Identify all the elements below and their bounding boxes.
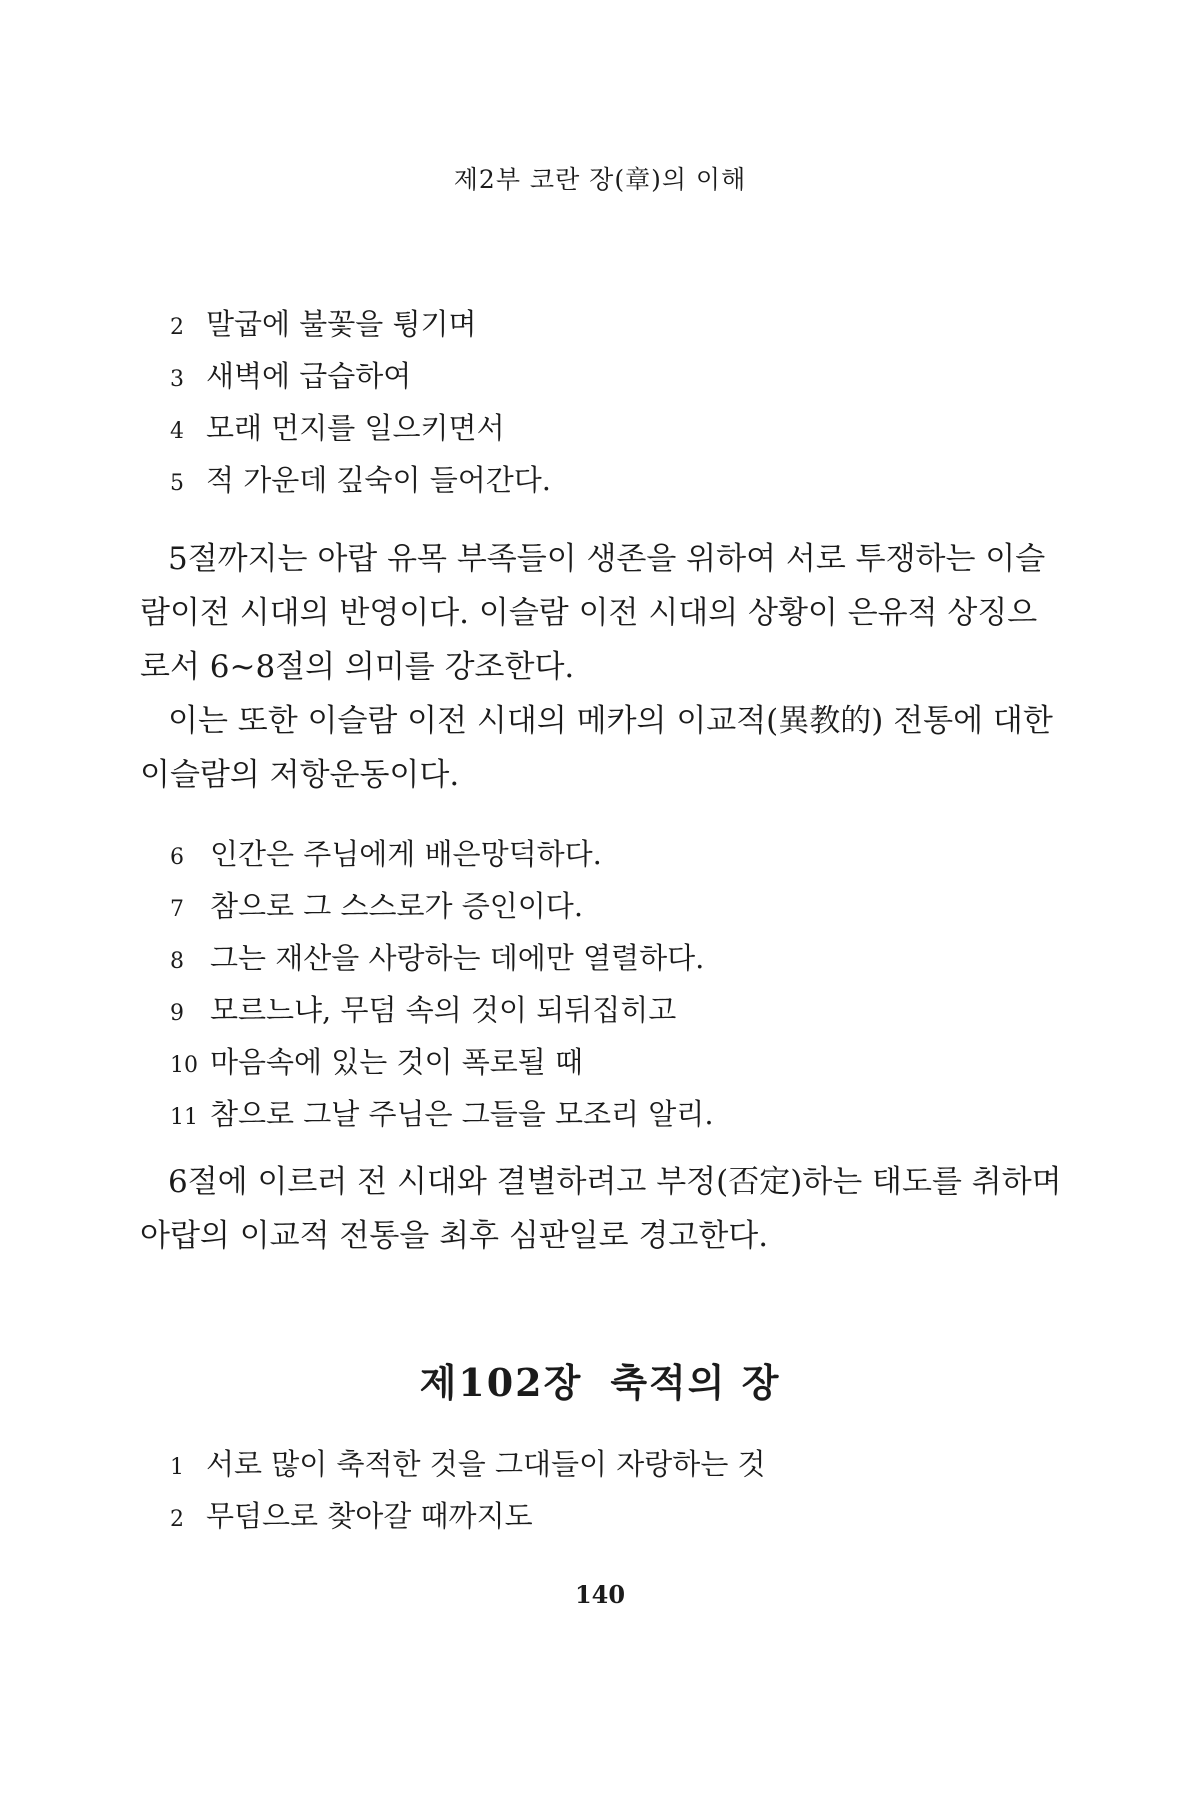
paragraph-line: 람이전 시대의 반영이다. 이슬람 이전 시대의 상황이 은유적 상징으 <box>140 595 1038 631</box>
verse-number: 7 <box>170 897 184 922</box>
page-number: 140 <box>574 1580 626 1609</box>
verse-line <box>170 1492 1070 1544</box>
chapter-heading <box>0 1352 1200 1407</box>
verse-line <box>170 830 1070 882</box>
paragraph-line: 아랍의 이교적 전통을 최후 심판일로 경고한다. <box>140 1218 769 1254</box>
chapter-number: 제102장 <box>419 1360 583 1405</box>
verse-number: 2 <box>170 1507 184 1532</box>
verse-text: 참으로 그 스스로가 증인이다. <box>210 889 584 923</box>
verse-text: 모래 먼지를 일으키면서 <box>206 411 505 445</box>
verse-number: 5 <box>170 471 184 496</box>
verse-text: 무덤으로 찾아갈 때까지도 <box>206 1499 533 1533</box>
verse-text: 적 가운데 깊숙이 들어간다. <box>206 463 552 497</box>
verse-list-c <box>170 1440 1070 1544</box>
verse-line <box>170 986 1070 1038</box>
verse-number: 9 <box>170 1001 184 1026</box>
paragraph-line: 로서 6~8절의 의미를 강조한다. <box>140 649 575 685</box>
verse-line <box>170 1038 1070 1090</box>
verse-text: 그는 재산을 사랑하는 데에만 열렬하다. <box>210 941 705 975</box>
commentary-paragraph-3 <box>140 1155 1062 1263</box>
verse-text: 모르느냐, 무덤 속의 것이 되뒤집히고 <box>210 993 677 1027</box>
verse-number: 3 <box>170 367 184 392</box>
paragraph-line: 이슬람의 저항운동이다. <box>140 757 460 793</box>
verse-text: 말굽에 불꽃을 튕기며 <box>206 307 477 341</box>
verse-number: 8 <box>170 949 184 974</box>
verse-list-a <box>170 300 1070 508</box>
commentary-paragraph-2 <box>140 694 1053 802</box>
verse-text: 새벽에 급습하여 <box>206 359 412 393</box>
verse-line <box>170 1090 1070 1142</box>
verse-line <box>170 404 1070 456</box>
verse-number: 1 <box>170 1455 184 1480</box>
verse-number: 11 <box>170 1105 198 1130</box>
verse-number: 2 <box>170 315 184 340</box>
verse-text: 참으로 그날 주님은 그들을 모조리 알리. <box>210 1097 714 1131</box>
verse-line <box>170 882 1070 934</box>
verse-number: 6 <box>170 845 184 870</box>
verse-number: 10 <box>170 1053 198 1078</box>
verse-number: 4 <box>170 419 184 444</box>
verse-line <box>170 352 1070 404</box>
verse-line <box>170 1440 1070 1492</box>
verse-line <box>170 934 1070 986</box>
running-header: 제2부 코란 장(章)의 이해 <box>453 165 747 194</box>
verse-list-b <box>170 830 1070 1142</box>
paragraph-line: 5절까지는 아랍 유목 부족들이 생존을 위하여 서로 투쟁하는 이슬 <box>168 541 1046 577</box>
verse-line <box>170 300 1070 352</box>
paragraph-line: 6절에 이르러 전 시대와 결별하려고 부정(否定)하는 태도를 취하며 <box>168 1164 1062 1200</box>
verse-text: 마음속에 있는 것이 폭로될 때 <box>210 1045 584 1079</box>
commentary-paragraph-1 <box>140 532 1046 694</box>
verse-line <box>170 456 1070 508</box>
verse-text: 인간은 주님에게 배은망덕하다. <box>210 837 602 871</box>
chapter-name: 축적의 장 <box>610 1360 781 1405</box>
paragraph-line: 이는 또한 이슬람 이전 시대의 메카의 이교적(異教的) 전통에 대한 <box>168 703 1053 739</box>
verse-text: 서로 많이 축적한 것을 그대들이 자랑하는 것 <box>206 1447 766 1481</box>
